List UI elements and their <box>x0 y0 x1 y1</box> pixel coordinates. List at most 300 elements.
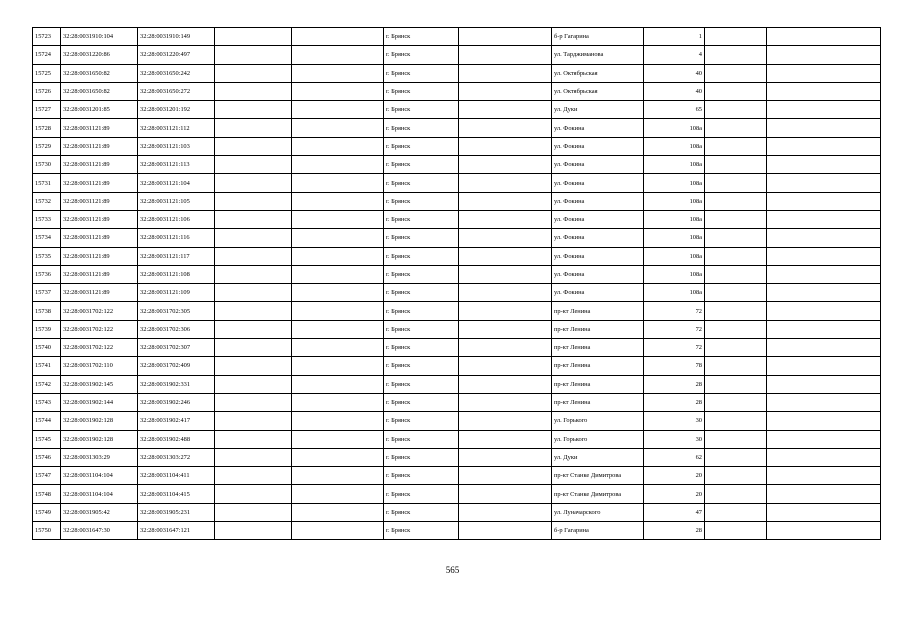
city-cell: г. Брянск <box>384 503 459 521</box>
street-cell: пр-кт Ленина <box>552 302 644 320</box>
cadastral-number-cell: 32:28:0031650:272 <box>138 82 215 100</box>
cadastral-number-cell: 32:28:0031121:116 <box>138 229 215 247</box>
empty-cell <box>292 46 384 64</box>
row-number-cell: 15732 <box>33 192 61 210</box>
street-cell: ул. Фокина <box>552 119 644 137</box>
empty-cell <box>705 137 767 155</box>
row-number-cell: 15749 <box>33 503 61 521</box>
city-cell: г. Брянск <box>384 412 459 430</box>
city-cell: г. Брянск <box>384 119 459 137</box>
row-number-cell: 15743 <box>33 393 61 411</box>
table-row <box>33 265 881 283</box>
house-number-cell: 47 <box>644 503 705 521</box>
empty-cell <box>705 503 767 521</box>
table-row <box>33 412 881 430</box>
empty-cell <box>705 247 767 265</box>
row-number-cell: 15726 <box>33 82 61 100</box>
city-cell: г. Брянск <box>384 265 459 283</box>
cadastral-number-cell: 32:28:0031702:110 <box>61 357 138 375</box>
empty-cell <box>459 375 552 393</box>
empty-cell <box>292 28 384 46</box>
table-row <box>33 448 881 466</box>
empty-cell <box>705 393 767 411</box>
empty-cell <box>215 302 292 320</box>
empty-cell <box>292 357 384 375</box>
table-row <box>33 46 881 64</box>
empty-cell <box>459 119 552 137</box>
empty-cell <box>705 485 767 503</box>
empty-cell <box>705 339 767 357</box>
empty-cell <box>292 156 384 174</box>
table-row <box>33 137 881 155</box>
street-cell: ул. Тарджимановa <box>552 46 644 64</box>
table-row <box>33 82 881 100</box>
table-row <box>33 156 881 174</box>
cadastral-number-cell: 32:28:0031121:89 <box>61 210 138 228</box>
cadastral-number-cell: 32:28:0031910:104 <box>61 28 138 46</box>
house-number-cell: 28 <box>644 393 705 411</box>
row-number-cell: 15731 <box>33 174 61 192</box>
empty-cell <box>767 302 881 320</box>
empty-cell <box>292 174 384 192</box>
cadastral-number-cell: 32:28:0031121:89 <box>61 229 138 247</box>
cadastral-number-cell: 32:28:0031902:145 <box>61 375 138 393</box>
table-row <box>33 284 881 302</box>
table-row <box>33 210 881 228</box>
empty-cell <box>292 64 384 82</box>
empty-cell <box>767 137 881 155</box>
empty-cell <box>292 485 384 503</box>
empty-cell <box>215 430 292 448</box>
empty-cell <box>292 393 384 411</box>
empty-cell <box>459 467 552 485</box>
row-number-cell: 15744 <box>33 412 61 430</box>
house-number-cell: 72 <box>644 302 705 320</box>
city-cell: г. Брянск <box>384 174 459 192</box>
row-number-cell: 15728 <box>33 119 61 137</box>
street-cell: ул. Горького <box>552 430 644 448</box>
cadastral-number-cell: 32:28:0031121:89 <box>61 174 138 192</box>
empty-cell <box>215 320 292 338</box>
empty-cell <box>767 247 881 265</box>
cadastral-number-cell: 32:28:0031121:89 <box>61 284 138 302</box>
empty-cell <box>705 357 767 375</box>
house-number-cell: 62 <box>644 448 705 466</box>
empty-cell <box>459 64 552 82</box>
empty-cell <box>705 302 767 320</box>
city-cell: г. Брянск <box>384 522 459 540</box>
city-cell: г. Брянск <box>384 210 459 228</box>
row-number-cell: 15740 <box>33 339 61 357</box>
empty-cell <box>292 265 384 283</box>
cadastral-number-cell: 32:28:0031121:108 <box>138 265 215 283</box>
house-number-cell: 28 <box>644 522 705 540</box>
empty-cell <box>215 82 292 100</box>
city-cell: г. Брянск <box>384 485 459 503</box>
cadastral-number-cell: 32:28:0031121:89 <box>61 137 138 155</box>
cadastral-number-cell: 32:28:0031121:89 <box>61 119 138 137</box>
cadastral-number-cell: 32:28:0031702:409 <box>138 357 215 375</box>
cadastral-number-cell: 32:28:0031121:89 <box>61 192 138 210</box>
row-number-cell: 15742 <box>33 375 61 393</box>
empty-cell <box>459 137 552 155</box>
row-number-cell: 15746 <box>33 448 61 466</box>
house-number-cell: 108а <box>644 119 705 137</box>
empty-cell <box>705 46 767 64</box>
city-cell: г. Брянск <box>384 82 459 100</box>
empty-cell <box>292 302 384 320</box>
empty-cell <box>292 192 384 210</box>
street-cell: пр-кт Ленина <box>552 339 644 357</box>
cadastral-number-cell: 32:28:0031121:104 <box>138 174 215 192</box>
empty-cell <box>215 522 292 540</box>
empty-cell <box>215 284 292 302</box>
empty-cell <box>215 448 292 466</box>
city-cell: г. Брянск <box>384 46 459 64</box>
cadastral-number-cell: 32:28:0031702:306 <box>138 320 215 338</box>
table-row <box>33 229 881 247</box>
house-number-cell: 78 <box>644 357 705 375</box>
city-cell: г. Брянск <box>384 393 459 411</box>
cadastral-number-cell: 32:28:0031647:121 <box>138 522 215 540</box>
table-row <box>33 357 881 375</box>
house-number-cell: 72 <box>644 339 705 357</box>
row-number-cell: 15738 <box>33 302 61 320</box>
street-cell: пр-кт Ленина <box>552 357 644 375</box>
empty-cell <box>292 284 384 302</box>
empty-cell <box>459 247 552 265</box>
cadastral-number-cell: 32:28:0031910:149 <box>138 28 215 46</box>
house-number-cell: 30 <box>644 430 705 448</box>
street-cell: ул. Фокина <box>552 247 644 265</box>
cadastral-number-cell: 32:28:0031902:246 <box>138 393 215 411</box>
empty-cell <box>215 137 292 155</box>
empty-cell <box>705 265 767 283</box>
empty-cell <box>767 210 881 228</box>
cadastral-number-cell: 32:28:0031201:85 <box>61 101 138 119</box>
empty-cell <box>767 375 881 393</box>
city-cell: г. Брянск <box>384 192 459 210</box>
empty-cell <box>459 412 552 430</box>
table-row <box>33 302 881 320</box>
cadastral-number-cell: 32:28:0031121:105 <box>138 192 215 210</box>
house-number-cell: 108а <box>644 174 705 192</box>
empty-cell <box>215 28 292 46</box>
empty-cell <box>292 247 384 265</box>
cadastral-number-cell: 32:28:0031702:122 <box>61 339 138 357</box>
city-cell: г. Брянск <box>384 156 459 174</box>
page-number: 565 <box>445 565 460 575</box>
table-row <box>33 192 881 210</box>
row-number-cell: 15733 <box>33 210 61 228</box>
empty-cell <box>215 339 292 357</box>
row-number-cell: 15739 <box>33 320 61 338</box>
house-number-cell: 20 <box>644 485 705 503</box>
empty-cell <box>292 467 384 485</box>
city-cell: г. Брянск <box>384 229 459 247</box>
street-cell: ул. Фокина <box>552 284 644 302</box>
empty-cell <box>292 320 384 338</box>
empty-cell <box>705 375 767 393</box>
empty-cell <box>215 174 292 192</box>
house-number-cell: 108а <box>644 156 705 174</box>
empty-cell <box>705 119 767 137</box>
house-number-cell: 1 <box>644 28 705 46</box>
empty-cell <box>215 485 292 503</box>
house-number-cell: 108а <box>644 192 705 210</box>
street-cell: ул. Дуки <box>552 101 644 119</box>
cadastral-number-cell: 32:28:0031650:242 <box>138 64 215 82</box>
city-cell: г. Брянск <box>384 28 459 46</box>
empty-cell <box>292 503 384 521</box>
table-row <box>33 467 881 485</box>
table-row <box>33 430 881 448</box>
empty-cell <box>459 192 552 210</box>
empty-cell <box>767 101 881 119</box>
empty-cell <box>459 265 552 283</box>
table-row <box>33 375 881 393</box>
empty-cell <box>215 119 292 137</box>
empty-cell <box>292 412 384 430</box>
row-number-cell: 15736 <box>33 265 61 283</box>
empty-cell <box>767 46 881 64</box>
table-row <box>33 522 881 540</box>
empty-cell <box>459 28 552 46</box>
cadastral-number-cell: 32:28:0031121:89 <box>61 156 138 174</box>
empty-cell <box>215 375 292 393</box>
house-number-cell: 4 <box>644 46 705 64</box>
empty-cell <box>705 210 767 228</box>
empty-cell <box>767 174 881 192</box>
empty-cell <box>767 339 881 357</box>
empty-cell <box>767 412 881 430</box>
house-number-cell: 108а <box>644 265 705 283</box>
empty-cell <box>705 229 767 247</box>
cadastral-number-cell: 32:28:0031702:122 <box>61 320 138 338</box>
empty-cell <box>767 156 881 174</box>
empty-cell <box>767 485 881 503</box>
row-number-cell: 15750 <box>33 522 61 540</box>
empty-cell <box>459 82 552 100</box>
city-cell: г. Брянск <box>384 64 459 82</box>
row-number-cell: 15741 <box>33 357 61 375</box>
row-number-cell: 15730 <box>33 156 61 174</box>
cadastral-number-cell: 32:28:0031650:82 <box>61 64 138 82</box>
empty-cell <box>767 229 881 247</box>
row-number-cell: 15725 <box>33 64 61 82</box>
street-cell: ул. Фокина <box>552 229 644 247</box>
cadastral-number-cell: 32:28:0031220:86 <box>61 46 138 64</box>
cadastral-number-cell: 32:28:0031121:89 <box>61 247 138 265</box>
city-cell: г. Брянск <box>384 375 459 393</box>
empty-cell <box>705 467 767 485</box>
city-cell: г. Брянск <box>384 247 459 265</box>
table-row <box>33 28 881 46</box>
row-number-cell: 15737 <box>33 284 61 302</box>
empty-cell <box>215 247 292 265</box>
house-number-cell: 108а <box>644 247 705 265</box>
empty-cell <box>459 302 552 320</box>
street-cell: б-р Гагарина <box>552 28 644 46</box>
empty-cell <box>292 339 384 357</box>
empty-cell <box>215 503 292 521</box>
empty-cell <box>705 64 767 82</box>
empty-cell <box>459 339 552 357</box>
cadastral-number-cell: 32:28:0031902:488 <box>138 430 215 448</box>
empty-cell <box>215 467 292 485</box>
cadastral-number-cell: 32:28:0031702:307 <box>138 339 215 357</box>
empty-cell <box>767 430 881 448</box>
empty-cell <box>215 101 292 119</box>
empty-cell <box>215 393 292 411</box>
table-body <box>33 28 881 540</box>
empty-cell <box>215 357 292 375</box>
empty-cell <box>292 101 384 119</box>
street-cell: ул. Дуки <box>552 448 644 466</box>
street-cell: ул. Фокина <box>552 137 644 155</box>
row-number-cell: 15735 <box>33 247 61 265</box>
house-number-cell: 65 <box>644 101 705 119</box>
cadastral-number-cell: 32:28:0031121:89 <box>61 265 138 283</box>
empty-cell <box>767 119 881 137</box>
cadastral-number-cell: 32:28:0031702:305 <box>138 302 215 320</box>
empty-cell <box>215 192 292 210</box>
empty-cell <box>767 522 881 540</box>
row-number-cell: 15734 <box>33 229 61 247</box>
empty-cell <box>292 375 384 393</box>
cadastral-number-cell: 32:28:0031104:104 <box>61 467 138 485</box>
table-row <box>33 320 881 338</box>
empty-cell <box>705 320 767 338</box>
city-cell: г. Брянск <box>384 320 459 338</box>
empty-cell <box>705 101 767 119</box>
cadastral-number-cell: 32:28:0031902:417 <box>138 412 215 430</box>
street-cell: ул. Луначарского <box>552 503 644 521</box>
empty-cell <box>215 229 292 247</box>
street-cell: б-р Гагарина <box>552 522 644 540</box>
cadastral-number-cell: 32:28:0031902:128 <box>61 430 138 448</box>
empty-cell <box>767 448 881 466</box>
empty-cell <box>292 229 384 247</box>
empty-cell <box>767 284 881 302</box>
empty-cell <box>459 485 552 503</box>
cadastral-number-cell: 32:28:0031121:106 <box>138 210 215 228</box>
table-row <box>33 64 881 82</box>
empty-cell <box>292 119 384 137</box>
empty-cell <box>215 156 292 174</box>
empty-cell <box>459 430 552 448</box>
cadastral-number-cell: 32:28:0031121:117 <box>138 247 215 265</box>
empty-cell <box>705 412 767 430</box>
city-cell: г. Брянск <box>384 302 459 320</box>
empty-cell <box>767 393 881 411</box>
empty-cell <box>292 430 384 448</box>
row-number-cell: 15729 <box>33 137 61 155</box>
street-cell: ул. Фокина <box>552 192 644 210</box>
empty-cell <box>459 229 552 247</box>
city-cell: г. Брянск <box>384 430 459 448</box>
empty-cell <box>459 284 552 302</box>
cadastral-number-cell: 32:28:0031201:192 <box>138 101 215 119</box>
cadastral-number-cell: 32:28:0031905:42 <box>61 503 138 521</box>
empty-cell <box>292 522 384 540</box>
empty-cell <box>705 28 767 46</box>
empty-cell <box>459 101 552 119</box>
empty-cell <box>767 357 881 375</box>
street-cell: ул. Октябрьская <box>552 82 644 100</box>
empty-cell <box>459 503 552 521</box>
cadastral-number-cell: 32:28:0031104:411 <box>138 467 215 485</box>
empty-cell <box>215 64 292 82</box>
street-cell: ул. Фокина <box>552 210 644 228</box>
street-cell: ул. Фокина <box>552 174 644 192</box>
house-number-cell: 108а <box>644 284 705 302</box>
empty-cell <box>459 174 552 192</box>
empty-cell <box>767 82 881 100</box>
empty-cell <box>292 210 384 228</box>
cadastral-number-cell: 32:28:0031905:231 <box>138 503 215 521</box>
empty-cell <box>767 265 881 283</box>
empty-cell <box>705 430 767 448</box>
city-cell: г. Брянск <box>384 467 459 485</box>
empty-cell <box>767 28 881 46</box>
street-cell: ул. Горького <box>552 412 644 430</box>
cadastral-number-cell: 32:28:0031902:128 <box>61 412 138 430</box>
row-number-cell: 15747 <box>33 467 61 485</box>
street-cell: пр-кт Ленина <box>552 320 644 338</box>
house-number-cell: 40 <box>644 64 705 82</box>
empty-cell <box>215 46 292 64</box>
empty-cell <box>767 64 881 82</box>
empty-cell <box>705 522 767 540</box>
street-cell: пр-кт Ленина <box>552 393 644 411</box>
empty-cell <box>705 156 767 174</box>
cadastral-number-cell: 32:28:0031104:415 <box>138 485 215 503</box>
cadastral-number-cell: 32:28:0031902:144 <box>61 393 138 411</box>
house-number-cell: 30 <box>644 412 705 430</box>
empty-cell <box>767 320 881 338</box>
street-cell: ул. Фокина <box>552 265 644 283</box>
cadastral-number-cell: 32:28:0031121:113 <box>138 156 215 174</box>
empty-cell <box>459 357 552 375</box>
empty-cell <box>705 448 767 466</box>
street-cell: пр-кт Станке Димитрова <box>552 467 644 485</box>
house-number-cell: 20 <box>644 467 705 485</box>
empty-cell <box>459 522 552 540</box>
empty-cell <box>705 192 767 210</box>
row-number-cell: 15723 <box>33 28 61 46</box>
row-number-cell: 15748 <box>33 485 61 503</box>
cadastral-number-cell: 32:28:0031303:29 <box>61 448 138 466</box>
city-cell: г. Брянск <box>384 284 459 302</box>
street-cell: пр-кт Станке Димитрова <box>552 485 644 503</box>
empty-cell <box>292 448 384 466</box>
street-cell: ул. Октябрьская <box>552 64 644 82</box>
table-row <box>33 119 881 137</box>
empty-cell <box>215 265 292 283</box>
city-cell: г. Брянск <box>384 448 459 466</box>
cadastral-number-cell: 32:28:0031647:30 <box>61 522 138 540</box>
cadastral-number-cell: 32:28:0031121:103 <box>138 137 215 155</box>
row-number-cell: 15724 <box>33 46 61 64</box>
empty-cell <box>459 156 552 174</box>
empty-cell <box>292 82 384 100</box>
house-number-cell: 108а <box>644 137 705 155</box>
house-number-cell: 108а <box>644 229 705 247</box>
cadastral-number-cell: 32:28:0031121:109 <box>138 284 215 302</box>
city-cell: г. Брянск <box>384 101 459 119</box>
city-cell: г. Брянск <box>384 137 459 155</box>
